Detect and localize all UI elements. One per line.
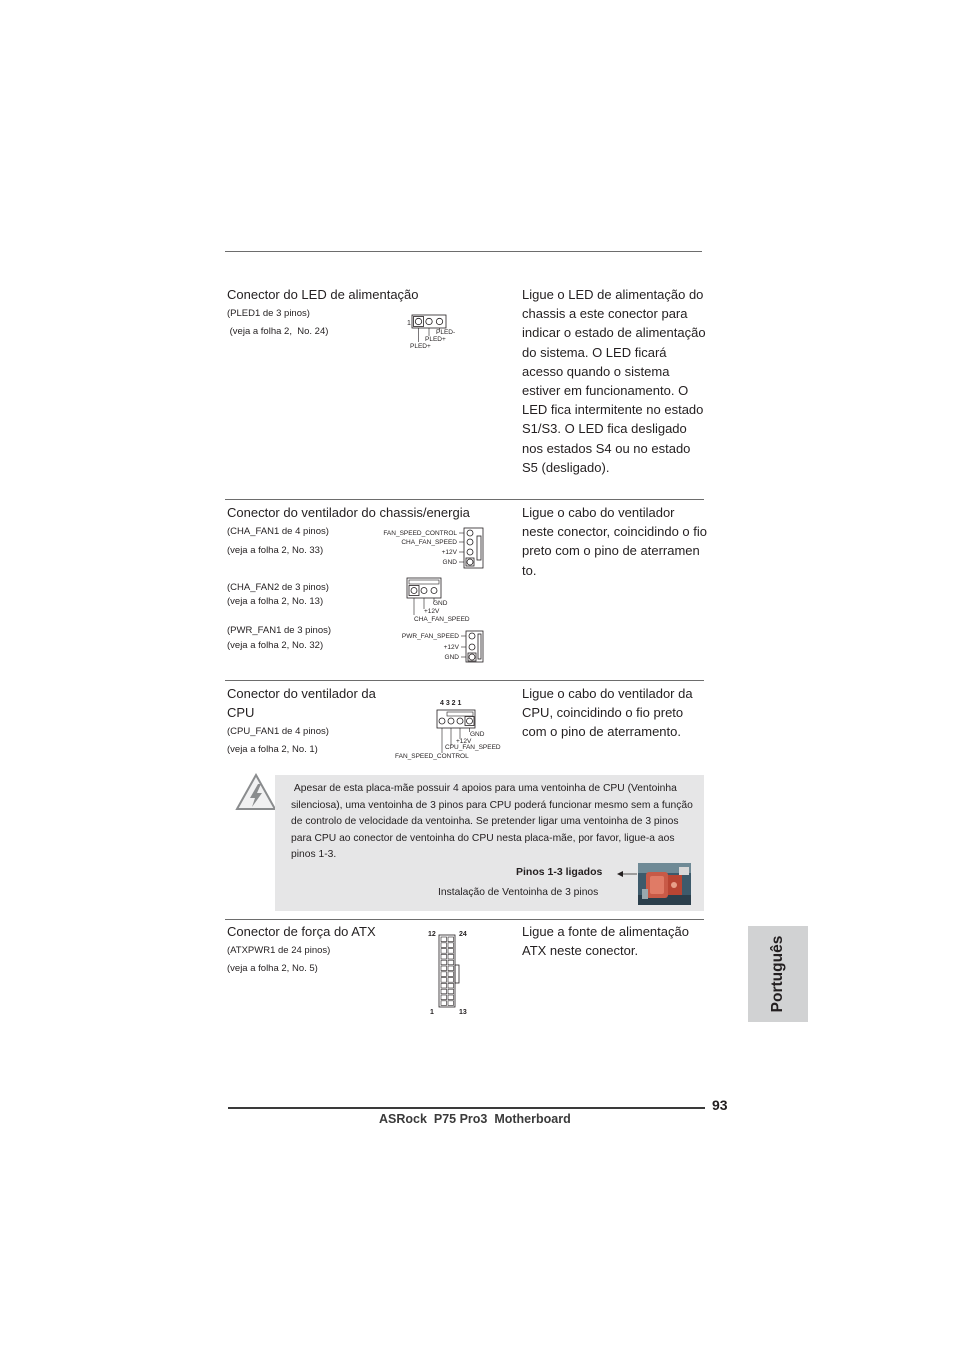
cha-fan2-reference: (veja a folha 2, No. 13)	[227, 596, 324, 607]
chassis-fan-title: Conector do ventilador do chassis/energia	[227, 505, 470, 520]
pwr-fan1-connector-diagram	[390, 628, 490, 664]
pwr-fan1-subtitle: (PWR_FAN1 de 3 pinos)	[227, 625, 332, 636]
cpu-fan-label-12v: +12V	[456, 738, 472, 745]
cha-fan2-label-12v: +12V	[424, 608, 440, 615]
pled-connector-diagram	[404, 312, 464, 354]
fan-connector-photo	[638, 863, 691, 905]
cpu-fan-label-speed: CPU_FAN_SPEED	[445, 744, 501, 751]
top-rule	[225, 251, 702, 252]
pled-description: Ligue o LED de alimentação do chassis a este conector para indicar o estado de alimentação do sistema. O LED ficará acesso quando o sistema estiver em funcionamento. O LED fica intermitente no estado S1/S3. O LED fica desligado nos estados S4 ou no estado S5 (desligado).	[522, 287, 706, 475]
pled-subtitle: (PLED1 de 3 pinos)	[227, 308, 310, 319]
language-side-tab	[748, 926, 808, 1022]
pwr-fan1-label-gnd: GND	[444, 654, 459, 661]
cha-fan1-reference: (veja a folha 2, No. 33)	[227, 545, 324, 556]
atx-label-12: 12	[428, 931, 436, 938]
pled-plus-label-1: PLED+	[425, 336, 446, 343]
cha-fan2-connector-diagram	[405, 576, 485, 624]
footer-rule	[228, 1107, 705, 1109]
language-side-tab-label: Português	[769, 935, 786, 1013]
atx-label-1: 1	[430, 1009, 434, 1016]
note-text: Apesar de esta placa-mãe possuir 4 apoios para uma ventoinha de CPU (Ventoinha silenciosa), uma ventoinha de 3 pinos para CPU poderá funcionar mesmo sem a função de controlo de velocidade da ventoinha. Se pretender ligar uma ventoinha de 3 pinos para CPU ao conector de ventoinha do CPU nesta placa-mãe, por favor, ligue-a aos pinos 1-3.	[291, 783, 696, 860]
footer-product-name: ASRock P75 Pro3 Motherboard	[379, 1112, 571, 1126]
cha-fan1-label-fsc: FAN_SPEED_CONTROL	[383, 530, 457, 537]
atx-reference: (veja a folha 2, No. 5)	[227, 963, 318, 974]
fan-install-caption: Instalação de Ventoinha de 3 pinos	[438, 887, 599, 898]
cpu-fan-title-line1: Conector do ventilador da	[227, 686, 376, 701]
cha-fan1-label-12v: +12V	[441, 549, 457, 556]
chassis-fan-description: Ligue o cabo do ventilador neste conector, coincidindo o fio preto com o pino de aterramen to.	[522, 505, 708, 578]
page-number: 93	[712, 1097, 728, 1113]
cpu-fan-title-line2: CPU	[227, 705, 255, 720]
pins-1-3-label: Pinos 1-3 ligados	[516, 866, 603, 878]
section-divider-1	[225, 499, 704, 500]
pled-plus-label-2: PLED+	[410, 343, 431, 350]
pwr-fan1-reference: (veja a folha 2, No. 32)	[227, 640, 324, 651]
section-divider-3	[225, 919, 704, 920]
cha-fan2-subtitle: (CHA_FAN2 de 3 pinos)	[227, 582, 329, 593]
arrow-left-icon	[616, 869, 638, 879]
cha-fan1-label-gnd: GND	[442, 559, 457, 566]
cha-fan1-subtitle: (CHA_FAN1 de 4 pinos)	[227, 526, 329, 537]
cpu-fan-label-fsc: FAN_SPEED_CONTROL	[395, 753, 469, 760]
cpu-fan-connector-diagram	[392, 696, 512, 762]
cha-fan2-label-gnd: GND	[433, 600, 448, 607]
cha-fan1-label-speed: CHA_FAN_SPEED	[401, 539, 457, 546]
atx-connector-diagram	[424, 927, 474, 1019]
pled-title: Conector do LED de alimentação	[227, 287, 419, 302]
section-divider-2	[225, 680, 704, 681]
cha-fan2-label-speed: CHA_FAN_SPEED	[414, 616, 470, 623]
pled-pin1-label: 1	[407, 320, 411, 327]
cpu-fan-description: Ligue o cabo do ventilador da CPU, coincidindo o fio preto com o pino de aterramento.	[522, 686, 693, 740]
cpu-fan-reference: (veja a folha 2, No. 1)	[227, 744, 318, 755]
pwr-fan1-label-12v: +12V	[443, 644, 459, 651]
cpu-fan-pin-numbers: 4 3 2 1	[440, 700, 462, 707]
cpu-fan-label-gnd: GND	[470, 731, 485, 738]
pwr-fan1-label-speed: PWR_FAN_SPEED	[401, 633, 459, 640]
atx-title: Conector de força do ATX	[227, 924, 376, 939]
atx-label-24: 24	[459, 931, 467, 938]
cha-fan1-connector-diagram	[370, 526, 490, 570]
pled-minus-label: PLED-	[436, 329, 456, 336]
cpu-fan-subtitle: (CPU_FAN1 de 4 pinos)	[227, 726, 329, 737]
atx-description: Ligue a fonte de alimentação ATX neste conector.	[522, 924, 689, 959]
pled-reference: (veja a folha 2, No. 24)	[227, 326, 329, 337]
atx-subtitle: (ATXPWR1 de 24 pinos)	[227, 945, 331, 956]
warning-lightning-icon	[234, 772, 278, 812]
atx-label-13: 13	[459, 1009, 467, 1016]
